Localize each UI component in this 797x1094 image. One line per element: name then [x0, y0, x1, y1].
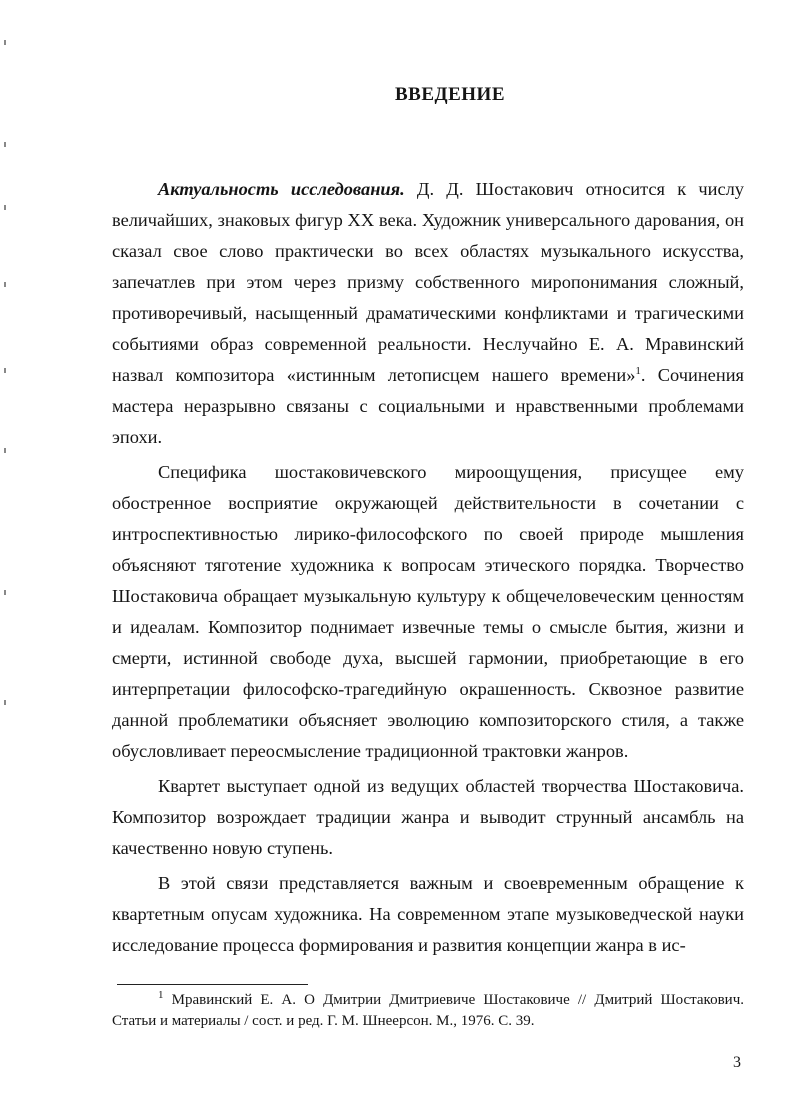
- scan-mark: [4, 590, 6, 595]
- scan-mark: [4, 205, 6, 210]
- footnote-reference[interactable]: 1: [635, 364, 641, 377]
- footnote-text: Мравинский Е. А. О Дмитрии Дмитриевиче Шостаковиче // Дмитрий Шостакович. Статьи и материалы / сост. и ред. Г. М. Шнеерсон. М., 1976. С. 39.: [112, 992, 744, 1029]
- body-text: [112, 174, 744, 965]
- scan-mark: [4, 142, 6, 147]
- footnote-marker: 1: [158, 989, 164, 1001]
- scan-mark: [4, 282, 6, 287]
- page-title: ВВЕДЕНИЕ: [395, 84, 505, 105]
- footnote-entry: [112, 990, 744, 1032]
- paragraph-relevance: [112, 174, 744, 453]
- footnote-divider: [117, 984, 308, 985]
- scan-mark: [4, 40, 6, 45]
- paragraph-lead: Актуальность исследования.: [158, 179, 405, 199]
- scan-mark: [4, 448, 6, 453]
- paragraph-text-tail: . Сочинения мастера неразрывно связаны с социальными и нравственными проблемами эпохи.: [112, 365, 744, 447]
- footnote: [112, 990, 744, 1032]
- scan-mark: [4, 368, 6, 373]
- page-number: 3: [733, 1054, 741, 1071]
- paragraph-specifics: Специфика шостаковичевского мироощущения, присущее ему обостренное восприятие окружающей действительности в сочетании с интроспективностью лирико-философского по своей природе мышления объясняют тяготение художника к вопросам этического порядка. Творчество Шостаковича обращает музыкальную культуру к общечеловеческим ценностям и идеалам. Композитор поднимает извечные темы о смысле бытия, жизни и смерти, истинной свободе духа, высшей гармонии, приобретающие в его интерпретации философско-трагедийную окрашенность. Сквозное развитие данной проблематики объясняет эволюцию композиторского стиля, а также обусловливает переосмысление традиционной трактовки жанров.: [112, 462, 744, 761]
- paragraph-context: В этой связи представляется важным и своевременным обращение к квартетным опусам художника. На современном этапе музыковедческой науки исследование процесса формирования и развития концепции жанра в ис-: [112, 873, 744, 955]
- scan-mark: [4, 700, 6, 705]
- paragraph-quartet: Квартет выступает одной из ведущих областей творчества Шостаковича. Композитор возрождает традиции жанра и выводит струнный ансамбль на качественно новую ступень.: [112, 776, 744, 858]
- paragraph-text: Д. Д. Шостакович относится к числу величайших, знаковых фигур XX века. Художник универсального дарования, он сказал свое слово практически во всех областях музыкального искусства, запечатлев при этом через призму собственного миропонимания сложный, противоречивый, насыщенный драматическими конфликтами и трагическими событиями образ современной реальности. Неслучайно Е. А. Мравинский назвал композитора «истинным летописцем нашего времени»: [112, 179, 744, 385]
